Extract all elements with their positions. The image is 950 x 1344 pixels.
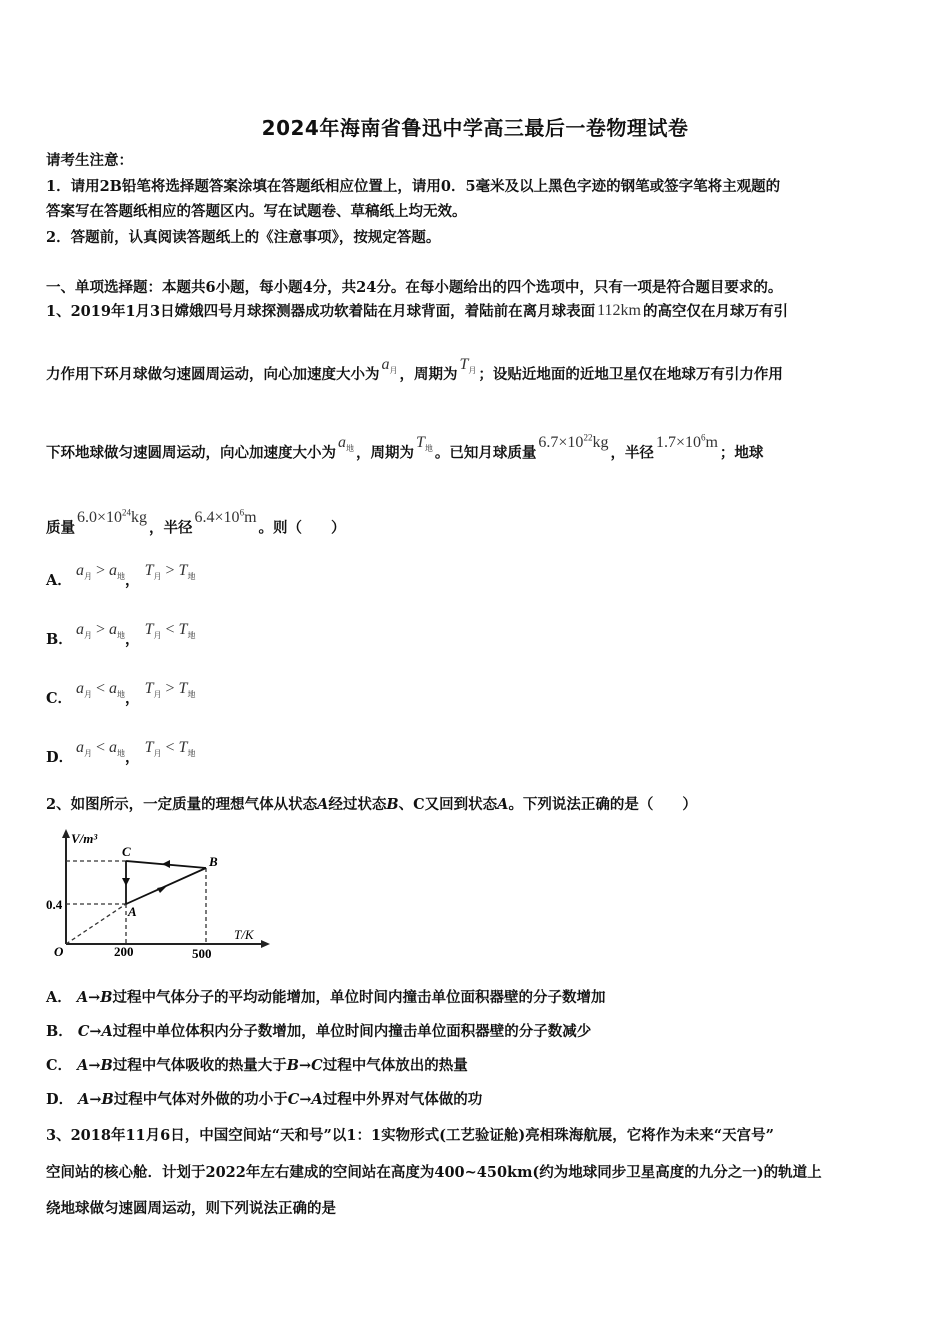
q2-vt-graph bbox=[44, 828, 274, 960]
x-axis-label: T/K bbox=[234, 927, 254, 942]
y-axis-label: V/m³ bbox=[71, 831, 98, 846]
q1-moon-mass: $6.7\times 10^{22}kg$ bbox=[538, 433, 609, 452]
q3-line-2: 空间站的核心舱．计划于2022年左右建成的空间站在高度为400~450km(约为地球同步卫星高度的九分之一)的轨道上 bbox=[46, 1164, 822, 1181]
q1-line-3: 下环地球做匀速圆周运动，向心加速度大小为$a_地$ ，周期为$T_地$ 。已知月球质量$6.7\times 10^{22}kg$，半径$1.7\times 10^6m$；地球 bbox=[46, 433, 764, 462]
y-tick-label: 0.4 bbox=[46, 897, 63, 912]
q1-line-1: 1、2019年1月3日嫦娥四号月球探测器成功软着陆在月球背面，着陆前在离月球表面 112km 的高空仅在月球万有引 bbox=[46, 302, 788, 320]
notice-line-1: 1．请用2B铅笔将选择题答案涂填在答题纸相应位置上，请用0．5毫米及以上黑色字迹的钢笔或签字笔将主观题的 bbox=[46, 178, 781, 195]
point-c-label: C bbox=[122, 844, 131, 859]
x-tick-500: 500 bbox=[192, 946, 212, 960]
x-axis-arrow bbox=[261, 940, 270, 948]
q2-option-d[interactable]: D． A→B过程中气体对外做的功小于C→A过程中外界对气体做的功 bbox=[46, 1091, 483, 1108]
q1-option-a[interactable]: A．$a_月 > a_地$， $T_月 > T_地$ bbox=[46, 562, 196, 589]
point-b-label: B bbox=[209, 854, 218, 869]
q2-stem: 2、如图所示，一定质量的理想气体从状态A经过状态B、C又回到状态A。下列说法正确的是（ ） bbox=[46, 796, 697, 813]
process-a-b bbox=[126, 868, 206, 904]
q1-option-c[interactable]: C．$a_月 < a_地$， $T_月 > T_地$ bbox=[46, 680, 196, 707]
x-tick-200: 200 bbox=[114, 944, 134, 959]
arrow-c-a bbox=[122, 878, 130, 886]
origin-label: O bbox=[54, 944, 64, 959]
q1-height: 112km bbox=[597, 302, 641, 319]
q3-line-3: 绕地球做匀速圆周运动，则下列说法正确的是 bbox=[46, 1200, 336, 1217]
notice-line-3: 2．答题前，认真阅读答题纸上的《注意事项》，按规定答题。 bbox=[46, 229, 441, 246]
page-title: 2024年海南省鲁迅中学高三最后一卷物理试卷 bbox=[261, 116, 689, 140]
q1-moon-radius: $1.7\times 10^6m$ bbox=[655, 433, 718, 452]
q1-earth-radius: $6.4\times 10^6m$ bbox=[194, 508, 257, 527]
q1-option-d[interactable]: D．$a_月 < a_地$， $T_月 < T_地$ bbox=[46, 739, 196, 766]
arrow-b-c bbox=[162, 860, 170, 868]
section-1-heading: 一、单项选择题：本题共6小题，每小题4分，共24分。在每小题给出的四个选项中，只有一项是符合题目要求的。 bbox=[46, 279, 783, 296]
q3-line-1: 3、2018年11月6日，中国空间站“天和号”以1：1实物形式(工艺验证舱)亮相珠海航展，它将作为未来“天宫号” bbox=[46, 1127, 774, 1144]
q2-option-b[interactable]: B． C→A过程中单位体积内分子数增加，单位时间内撞击单位面积器壁的分子数减少 bbox=[46, 1023, 592, 1040]
point-a-label: A bbox=[128, 904, 137, 919]
q1-option-b[interactable]: B．$a_月 > a_地$， $T_月 < T_地$ bbox=[46, 621, 196, 648]
q2-option-a[interactable]: A． A→B过程中气体分子的平均动能增加，单位时间内撞击单位面积器壁的分子数增加 bbox=[46, 989, 606, 1006]
notice-heading: 请考生注意： bbox=[46, 152, 133, 169]
q1-earth-mass: $6.0\times 10^{24}kg$ bbox=[77, 508, 148, 527]
y-axis-arrow bbox=[62, 829, 70, 838]
q2-option-c[interactable]: C． A→B过程中气体吸收的热量大于B→C过程中气体放出的热量 bbox=[46, 1057, 468, 1074]
notice-line-2: 答案写在答题纸相应的答题区内。写在试题卷、草稿纸上均无效。 bbox=[46, 203, 467, 220]
q1-line-4: 质量$6.0\times 10^{24}kg$，半径$6.4\times 10^6m$。则（ ） bbox=[46, 508, 346, 537]
origin-to-a bbox=[66, 904, 126, 944]
arrow-a-b bbox=[157, 886, 167, 893]
q1-line-2: 力作用下环月球做匀速圆周运动，向心加速度大小为$a_月$ ，周期为$T_月$ ；设贴近地面的近地卫星仅在地球万有引力作用 bbox=[46, 356, 783, 383]
